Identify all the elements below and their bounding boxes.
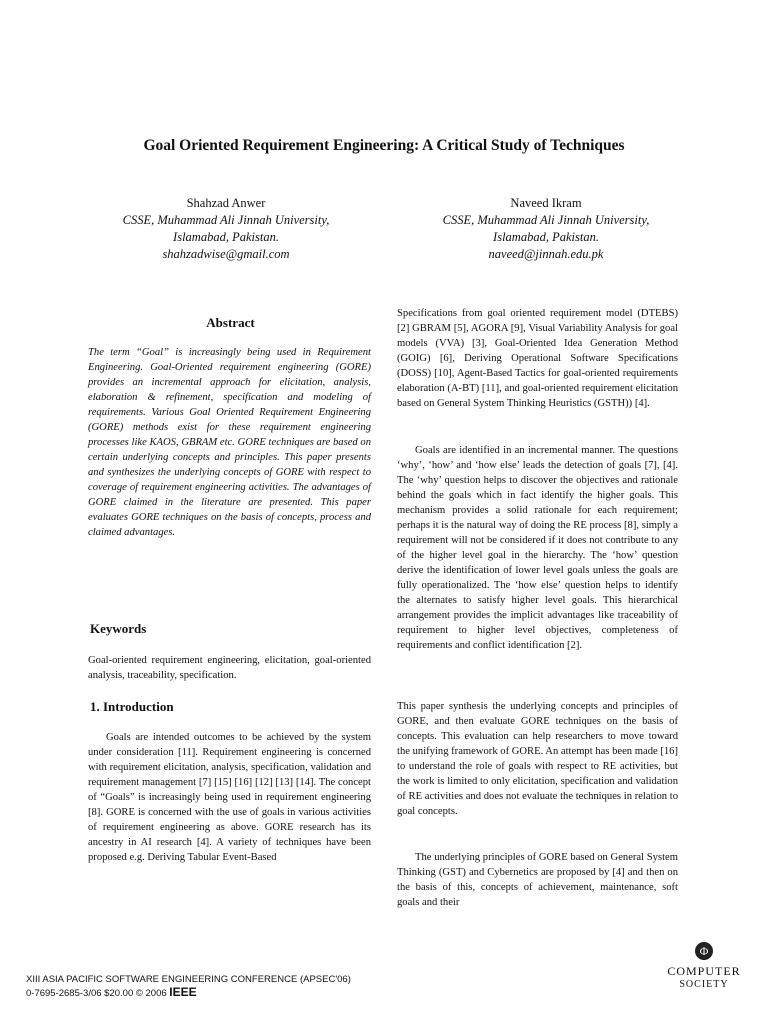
body-paragraph-4: The underlying principles of GORE based on General System Thinking (GST) and Cybernetics are proposed by [4] and then on the basis of this, concepts of achievement, maintenance, soft goals and their bbox=[397, 852, 678, 908]
introduction-text: Goals are intended outcomes to be achieved by the system under consideration [11]. Requirement engineering is concerned with requirement elicitation, analysis, specification, validation and requirement management [7] [15] [16] [12] [13] [14]. The concept of “Goals” is increasingly being used in requirement engineering [8]. GORE is concerned with the use of goals in various activities of requirement engineering as above. GORE research has its ancestry in AI research [4]. A variety of techniques have been proposed e.g. Deriving Tabular Event-Based bbox=[88, 732, 371, 863]
body-paragraph-1: Specifications from goal oriented requirement model (DTEBS) [2] GBRAM [5], AGORA [9], Visual Variability Analysis for goal models (VVA) [3], Goal-Oriented Idea Generation Method (GOIG) [6], Deriving Operational Software Specifications (DOSS) [10], Agent-Based Tactics for goal-oriented requirements elaboration (A-BT) [11], and goal-oriented requirement elicitation based on General System Thinking Heuristics (GSTH)) [4]. bbox=[397, 308, 678, 409]
computer-society-logo bbox=[664, 942, 744, 1002]
conference-name: XIII ASIA PACIFIC SOFTWARE ENGINEERING CONFERENCE (APSEC'06) bbox=[26, 974, 351, 985]
isbn-text: 0-7695-2685-3/06 $20.00 © 2006 bbox=[26, 988, 167, 999]
introduction-heading: 1. Introduction bbox=[90, 699, 174, 714]
copyright-line bbox=[26, 986, 426, 1000]
abstract-heading: Abstract bbox=[206, 315, 255, 330]
author-email[interactable]: naveed@jinnah.edu.pk bbox=[488, 247, 604, 261]
logo-line-2: SOCIETY bbox=[679, 979, 729, 990]
body-paragraph-3: This paper synthesis the underlying concepts and principles of GORE, and then evaluate GORE techniques on the basis of concepts. This evaluation can help researchers to move toward the unifying framework of GORE. An attempt has been made [16] to understand the role of goals with respect to RE activities, but the work is limited to only elicitation, specification and validation of RE activities and does not evaluate the techniques in relation to goal concepts. bbox=[397, 701, 678, 817]
footer-conference-info bbox=[26, 973, 426, 1000]
computer-society-icon: Φ bbox=[695, 942, 713, 960]
keywords-text: Goal-oriented requirement engineering, elicitation, goal-oriented analysis, traceability, specification. bbox=[88, 655, 371, 681]
abstract-text: The term “Goal” is increasingly being used in Requirement Engineering. Goal-Oriented requirement engineering (GORE) provides an incremental approach for elicitation, analysis, elaboration & refinement, specification and modeling of requirements. Various Goal Oriented Requirement Engineering (GORE) methods exist for these requirement engineering processes like KAOS, GBRAM etc. GORE techniques are based on certain underlying concepts and principles. This paper presents and synthesizes the underlying concepts of GORE with respect to coverage of requirement engineering activities. The advantages of GORE claimed in the literature are presented. This paper evaluates GORE techniques on the basis of concepts, process and claimed advantages. bbox=[88, 347, 371, 538]
author-affiliation: Islamabad, Pakistan. bbox=[493, 230, 599, 244]
author-name: Naveed Ikram bbox=[510, 196, 582, 210]
logo-line-1: COMPUTER bbox=[667, 964, 741, 978]
paper-title: Goal Oriented Requirement Engineering: A Critical Study of Techniques bbox=[143, 137, 625, 154]
keywords-heading: Keywords bbox=[90, 621, 147, 636]
author-name: Shahzad Anwer bbox=[186, 196, 266, 210]
author-block-1 bbox=[66, 195, 386, 263]
author-email[interactable]: shahzadwise@gmail.com bbox=[162, 247, 290, 261]
author-affiliation: Islamabad, Pakistan. bbox=[173, 230, 279, 244]
ieee-logo: IEEE bbox=[169, 985, 197, 999]
author-affiliation: CSSE, Muhammad Ali Jinnah University, bbox=[122, 213, 330, 227]
body-paragraph-2: Goals are identified in an incremental manner. The questions ‘why’, ‘how’ and ‘how else’ leads the detection of goals [7], [4]. The ‘why’ question helps to discover the objectives and rationale behind the goals which in fact identify the higher goals. This mechanism provides a solid rationale for each requirement; perhaps it is the natural way of doing the RE process [8], simply a requirement will not be considered if it does not contribute to any of the higher level goal in the hierarchy. The ‘how’ question derive the identification of lower level goals unless the goals are fully operationalized. The ‘how else’ question helps to identify the alternates to satisfy higher level goals. This hierarchical arrangement provides the implicit advantages like traceability of requirement to higher level objectives, completeness of requirements and conflict identification [2]. bbox=[397, 445, 678, 651]
author-block-2 bbox=[386, 195, 706, 263]
author-affiliation: CSSE, Muhammad Ali Jinnah University, bbox=[442, 213, 650, 227]
